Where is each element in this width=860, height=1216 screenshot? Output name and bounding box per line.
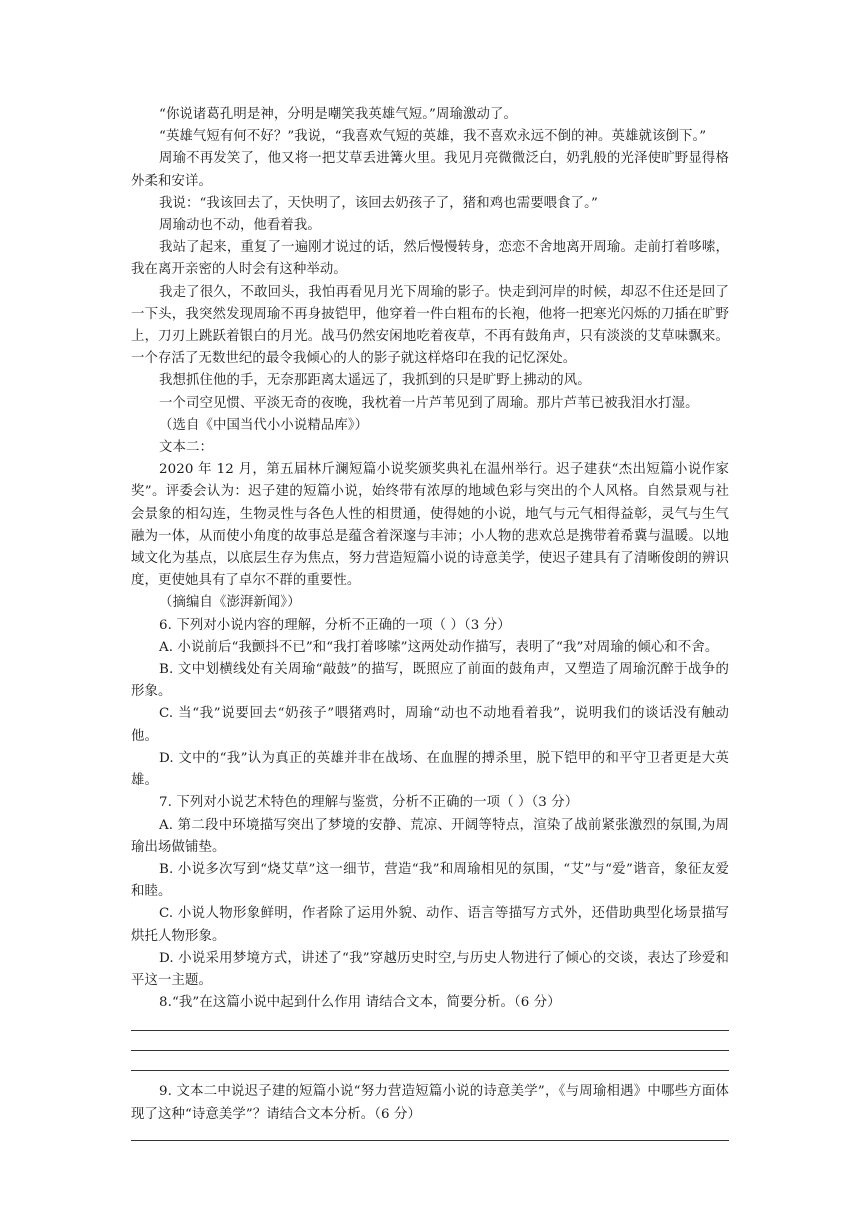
passage-paragraph: 我想抓住他的手，无奈那距离太遥远了，我抓到的只是旷野上拂动的风。 [159,373,591,389]
passage-paragraph: 一个司空见惯、平淡无奇的夜晚，我枕着一片芦苇见到了周瑜。那片芦苇已被我泪水打湿。 [159,395,699,411]
question-6-option-c: C. 当“我”说要回去“奶孩子”喂猪鸡时，周瑜“动也不动地看着我”，说明我们的谈话没有触动他。 [131,706,729,744]
question-6-option-b: B. 文中划横线处有关周瑜“敲鼓”的描写，既照应了前面的鼓角声，又塑造了周瑜沉醉于战争的形象。 [131,662,729,700]
question-6-option-d: D. 文中的“我”认为真正的英雄并非在战场、在血腥的搏杀里，脱下铠甲的和平守卫者更是大英雄。 [131,750,729,789]
question-7-option-c: C. 小说人物形象鲜明，作者除了运用外貌、动作、语言等描写方式外，还借助典型化场景描写烘托人物形象。 [131,906,729,944]
source-citation: （选自《中国当代小小说精品库》） [159,417,369,433]
question-7-option-a: A. 第二段中环境描写突出了梦境的安静、荒凉、开阔等特点，渲染了战前紧张激烈的氛围,为周瑜出场做铺垫。 [131,817,729,855]
passage-paragraph: “你说诸葛孔明是神，分明是嘲笑我英雄气短。”周瑜激动了。 [159,107,517,122]
question-7-stem: 7. 下列对小说艺术特色的理解与鉴赏，分析不正确的一项（ ）（3 分） [159,795,579,811]
question-6-option-a: A. 小说前后“我颤抖不已”和“我打着哆嗦”这两处动作描写，表明了“我”对周瑜的倾心和不舍。 [159,639,719,655]
passage-paragraph: 周瑜动也不动，他看着我。 [159,218,321,234]
passage-paragraph: 我站了起来，重复了一遍刚才说过的话，然后慢慢转身，恋恋不舍地离开周瑜。走前打着哆嗦，我在离开亲密的人时会有这种举动。 [131,240,729,278]
exam-content [131,104,729,1141]
passage-paragraph: “英雄气短有何不好？”我说，“我喜欢气短的英雄，我不喜欢永远不倒的神。英雄就该倒下。” [159,129,707,145]
passage-paragraph: 2020 年 12 月，第五届林斤澜短篇小说奖颁奖典礼在温州举行。迟子建获“杰出短篇小说作家奖”。评委会认为：迟子建的短篇小说，始终带有浓厚的地域色彩与突出的个人风格。自然景观与社会景象的相勾连，生物灵性与各色人性的相贯通，使得她的小说，地气与元气相得益彰，灵气与生气融为一体，从而使小角度的故事总是蕴含着深邃与丰沛；小人物的悲欢总是携带着希冀与温暖。以地域文化为基点，以底层生存为焦点，努力营造短篇小说的诗意美学，使迟子建具有了清晰俊朗的辨识度，更使她具有了卓尔不群的重要性。 [131,462,729,589]
passage-paragraph: 我说：“我该回去了，天快明了，该回去奶孩子了，猪和鸡也需要喂食了。” [159,195,598,211]
question-6-stem: 6. 下列对小说内容的理解，分析不正确的一项（ ）（3 分） [159,617,511,633]
question-9-stem: 9. 文本二中说迟子建的短篇小说“努力营造短篇小说的诗意美学”，《与周瑜相遇》中哪些方面体现了这种“诗意美学”？请结合文本分析。（6 分） [131,1084,729,1122]
passage-paragraph: 我走了很久，不敢回头，我怕再看见月光下周瑜的影子。快走到河岸的时候，却忍不住还是回了一下头，我突然发现周瑜不再身披铠甲，他穿着一件白粗布的长袍，他将一把寒光闪烁的刀插在旷野上，刀刃上跳跃着银白的月光。战马仍然安闲地吃着夜草，不再有鼓角声，只有淡淡的艾草味飘来。一个存活了无数世纪的最令我倾心的人的影子就这样烙印在我的记忆深处。 [131,284,729,367]
question-7-option-d: D. 小说采用梦境方式，讲述了“我”穿越历史时空,与历史人物进行了倾心的交谈，表达了珍爱和平这一主题。 [131,950,729,988]
question-7-option-b: B. 小说多次写到“烧艾草”这一细节，营造“我”和周瑜相见的氛围，“艾”与“爱”谐音，象征友爱和睦。 [131,861,729,900]
source-citation: （摘编自《澎湃新闻》） [159,595,301,611]
section-heading: 文本二： [159,440,213,456]
question-8-stem: 8.“我”在这篇小说中起到什么作用 请结合文本，简要分析。（6 分） [159,995,561,1011]
answer-line [131,1140,729,1141]
passage-paragraph: 周瑜不再发笑了，他又将一把艾草丢进篝火里。我见月亮微微泛白，奶乳般的光泽使旷野显得格外柔和安详。 [131,151,729,189]
